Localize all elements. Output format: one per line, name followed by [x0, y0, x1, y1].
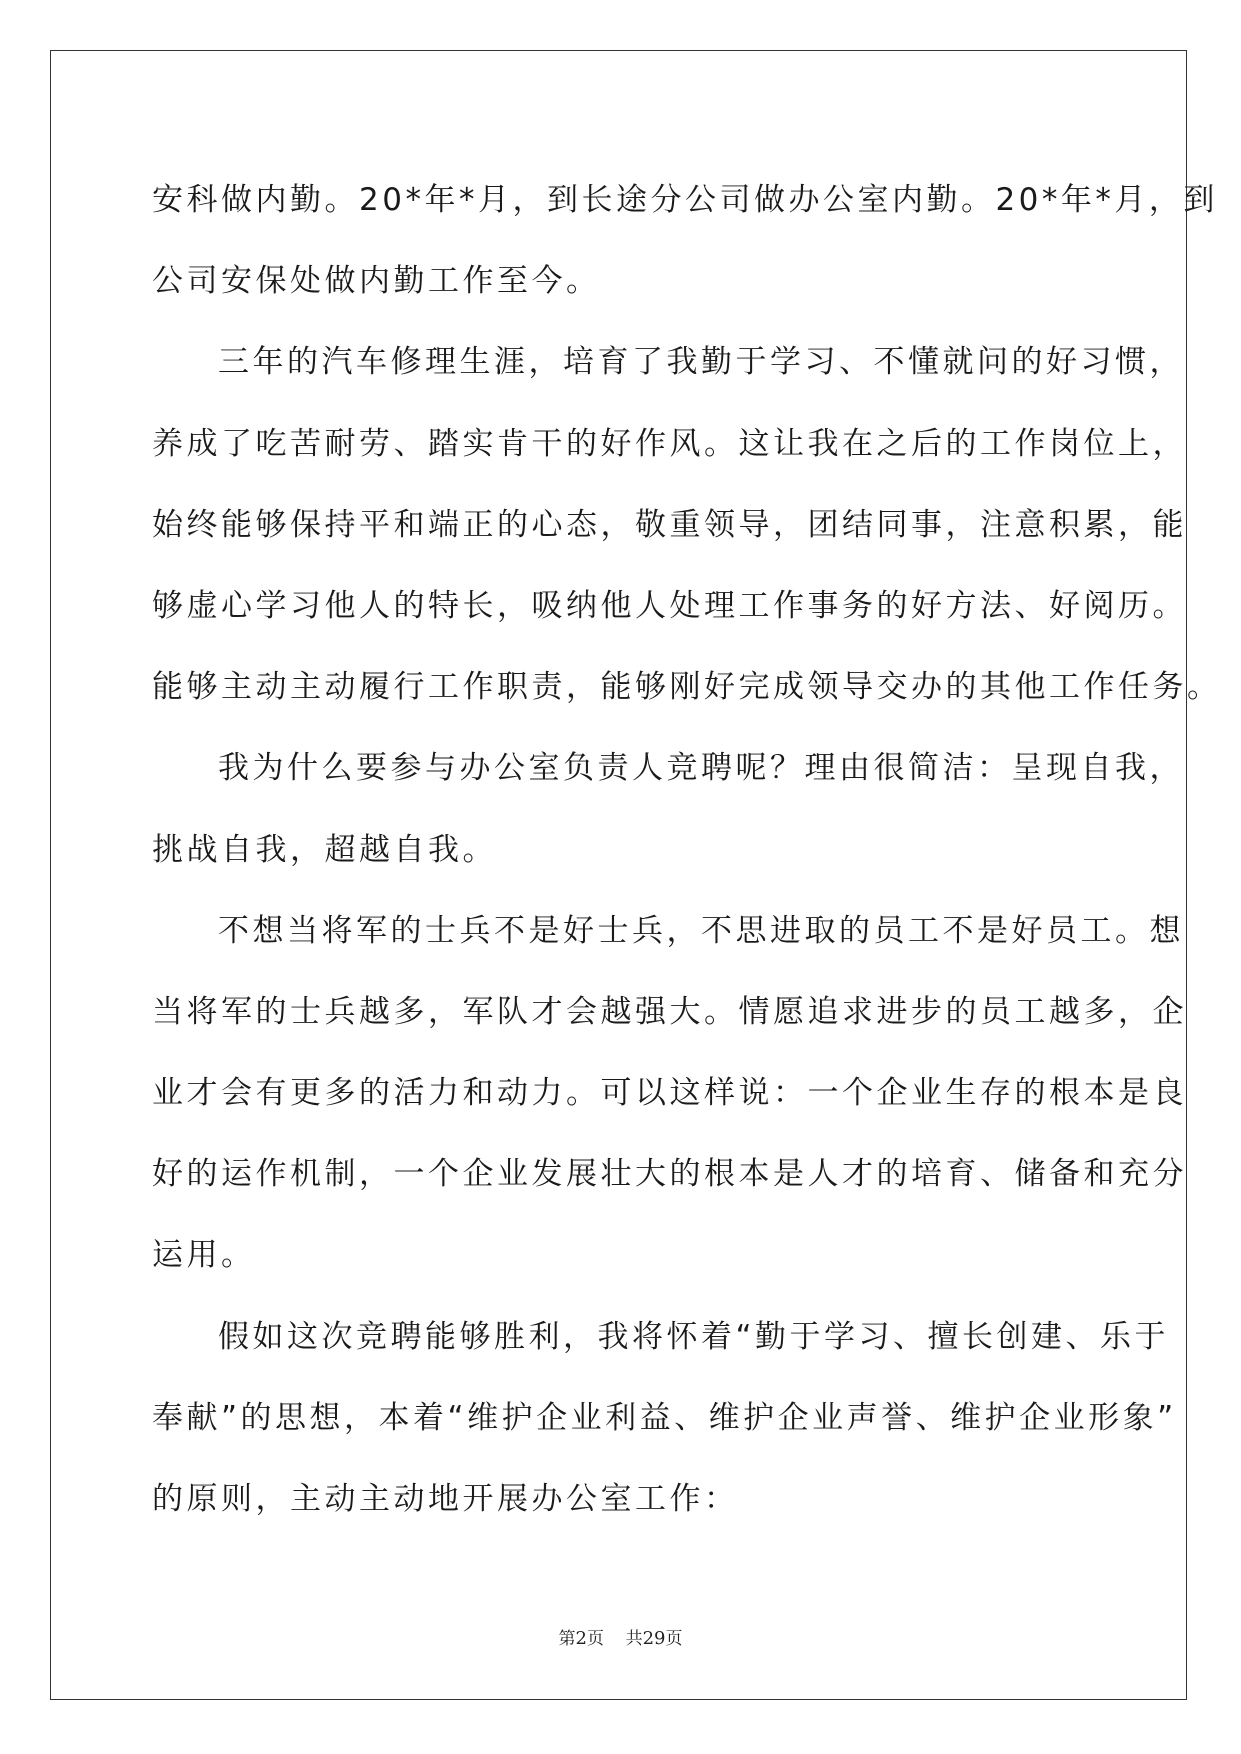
body-line: 养成了吃苦耐劳、踏实肯干的好作风。这让我在之后的工作岗位上， [152, 425, 1187, 462]
total-pages: 29 [642, 1628, 666, 1649]
body-line: 安科做内勤。20*年*月，到长途分公司做办公室内勤。20*年*月，到 [152, 182, 1218, 218]
body-line: 当将军的士兵越多，军队才会越强大。情愿追求进步的员工越多，企 [152, 993, 1187, 1030]
body-line: 能够主动主动履行工作职责，能够刚好完成领导交办的其他工作任务。 [152, 669, 1222, 706]
body-line: 的原则，主动主动地开展办公室工作： [152, 1481, 739, 1517]
body-line: 三年的汽车修理生涯，培育了我勤于学习、不懂就问的好习惯， [218, 344, 1184, 381]
body-line: 不想当将军的士兵不是好士兵，不思进取的员工不是好员工。想 [218, 912, 1184, 949]
body-line: 公司安保处做内勤工作至今。 [152, 263, 601, 300]
body-line: 假如这次竞聘能够胜利，我将怀着“勤于学习、擅长创建、乐于 [218, 1318, 1170, 1355]
document-body [152, 160, 1222, 1540]
body-line: 我为什么要参与办公室负责人竞聘呢？理由很简洁：呈现自我， [218, 750, 1184, 787]
body-line: 始终能够保持平和端正的心态，敬重领导，团结同事，注意积累，能 [152, 506, 1187, 543]
page-number: 2 [575, 1628, 587, 1649]
body-line: 业才会有更多的活力和动力。可以这样说：一个企业生存的根本是良 [152, 1075, 1187, 1112]
body-line: 奉献”的思想，本着“维护企业利益、维护企业声誉、维护企业形象” [152, 1399, 1177, 1436]
page-suffix: 页 [586, 1629, 604, 1649]
body-line: 好的运作机制，一个企业发展壮大的根本是人才的培育、储备和充分 [152, 1156, 1187, 1193]
total-prefix: 共 [625, 1629, 643, 1649]
body-line: 挑战自我，超越自我。 [152, 831, 497, 868]
total-suffix: 页 [665, 1629, 683, 1649]
page-footer [0, 1624, 1241, 1649]
page-prefix: 第 [558, 1629, 576, 1649]
body-line: 运用。 [152, 1237, 256, 1274]
body-line: 够虚心学习他人的特长，吸纳他人处理工作事务的好方法、好阅历。 [152, 587, 1187, 624]
